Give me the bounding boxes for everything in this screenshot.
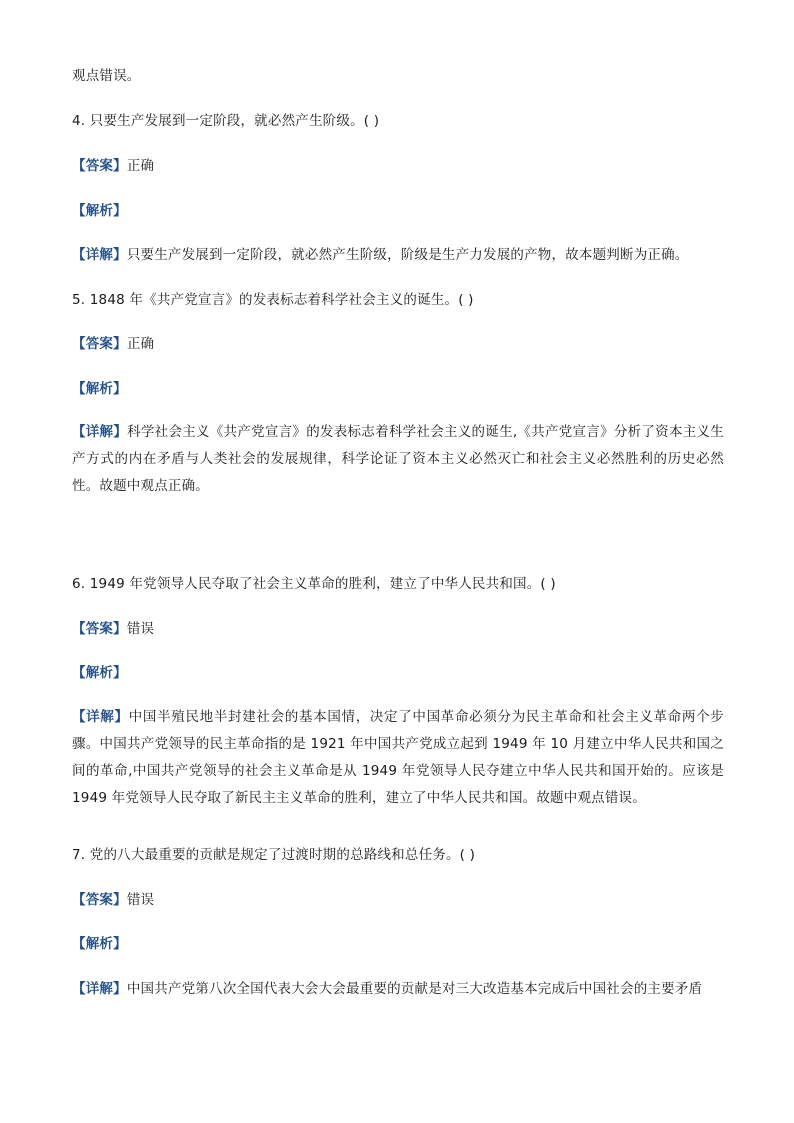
analysis-label: 【解析】 [72, 936, 127, 952]
q4-answer: 正确 [126, 158, 155, 174]
q6-question: 6. 1949 年党领导人民夺取了社会主义革命的胜利，建立了中华人民共和国。( ) [72, 576, 556, 592]
q5-detail: 科学社会主义《共产党宣言》的发表标志着科学社会主义的诞生,《共产党宣言》分析了资本主义生产方式的内在矛盾与人类社会的发展规律，科学论证了资本主义必然灭亡和社会主义必然胜利的历史必然性。故题中观点正确。 [72, 424, 724, 494]
q5-detail-row [72, 419, 724, 500]
q6-answer-row [72, 619, 154, 639]
q4-question: 4. 只要生产发展到一定阶段，就必然产生阶级。( ) [72, 113, 380, 129]
q5-question: 5. 1848 年《共产党宣言》的发表标志着科学社会主义的诞生。( ) [72, 292, 474, 308]
answer-label: 【答案】 [72, 336, 127, 352]
q7-analysis-row [72, 934, 127, 954]
q7-detail: 中国共产党第八次全国代表大会大会最重要的贡献是对三大改造基本完成后中国社会的主要矛盾 [126, 981, 703, 997]
detail-label: 【详解】 [72, 709, 129, 725]
q7-answer-row [72, 890, 154, 910]
q6-detail: 中国半殖民地半封建社会的基本国情，决定了中国革命必须分为民主革命和社会主义革命两个步骤。中国共产党领导的民主革命指的是 1921 年中国共产党成立起到 1949 年 10 月建立中华人民共和国之间的革命,中国共产党领导的社会主义革命是从 1949 年党领导人民夺建立中华人民共和国开始的。应该是 1949 年党领导人民夺取了新民主主义革命的胜利，建立了中华人民共和国。故题中观点错误。 [72, 709, 724, 806]
answer-label: 【答案】 [72, 158, 127, 174]
detail-label: 【详解】 [72, 981, 127, 997]
detail-label: 【详解】 [72, 424, 128, 440]
q5-analysis-row [72, 379, 127, 399]
q4-detail-row [72, 245, 689, 265]
q4-analysis-row [72, 201, 127, 221]
answer-label: 【答案】 [72, 892, 127, 908]
detail-label: 【详解】 [72, 247, 127, 263]
q7-detail-row [72, 979, 702, 999]
q7-answer: 错误 [126, 892, 155, 908]
q5-answer-row [72, 334, 154, 354]
analysis-label: 【解析】 [72, 381, 127, 397]
answer-label: 【答案】 [72, 621, 127, 637]
q4-detail: 只要生产发展到一定阶段，就必然产生阶级，阶级是生产力发展的产物，故本题判断为正确。 [126, 247, 689, 263]
q6-answer: 错误 [126, 621, 155, 637]
q6-detail-row [72, 704, 724, 812]
continuation-text: 观点错误。 [72, 68, 141, 84]
analysis-label: 【解析】 [72, 665, 127, 681]
analysis-label: 【解析】 [72, 203, 127, 219]
q4-answer-row [72, 156, 154, 176]
q7-question: 7. 党的八大最重要的贡献是规定了过渡时期的总路线和总任务。( ) [72, 847, 476, 863]
q5-answer: 正确 [126, 336, 155, 352]
q6-analysis-row [72, 663, 127, 683]
